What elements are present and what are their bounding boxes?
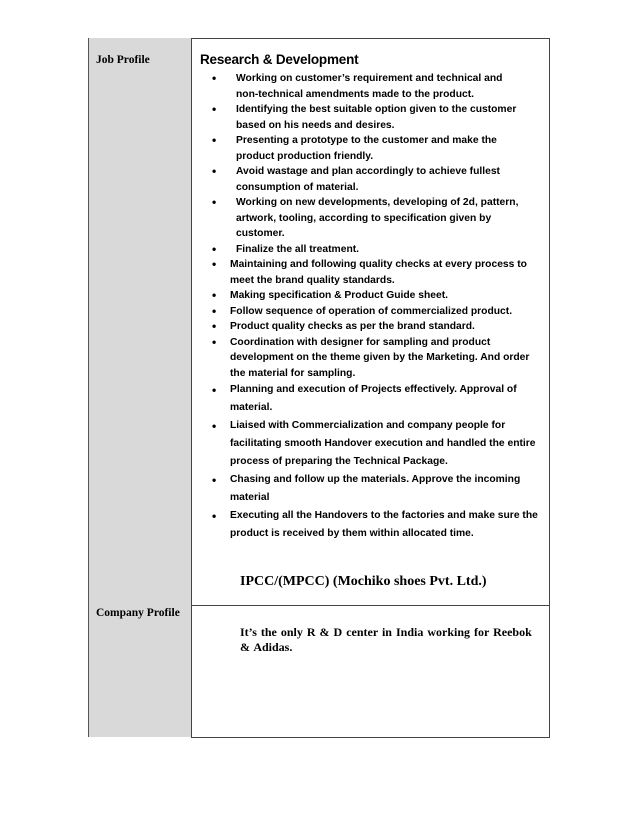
section-title: Research & Development <box>200 52 359 67</box>
job-profile-label: Job Profile <box>96 54 150 66</box>
list-item: • Maintaining and following quality checks at every process to meet the brand quality standards. <box>206 257 542 288</box>
list-item: • Making specification & Product Guide sheet. <box>206 288 546 304</box>
company-description: It’s the only R & D center in India working for Reebok & Adidas. <box>240 625 532 654</box>
list-item: • Identifying the best suitable option given to the customer based on his needs and desires. <box>206 102 526 133</box>
company-profile-label: Company Profile <box>96 607 180 619</box>
list-item: • Chasing and follow up the materials. Approve the incoming material <box>206 471 546 507</box>
list-item: • Liaised with Commercialization and company people for facilitating smooth Handover execution and handled the entire process of preparing the Technical Package. <box>206 417 540 471</box>
list-item: • Working on customer’s requirement and technical and non-technical amendments made to the product. <box>206 71 526 102</box>
label-column <box>88 38 192 737</box>
list-item: • Finalize the all treatment. <box>206 242 546 258</box>
responsibilities-list <box>206 71 546 543</box>
company-name: IPCC/(MPCC) (Mochiko shoes Pvt. Ltd.) <box>240 574 487 589</box>
list-item: • Product quality checks as per the brand standard. <box>206 319 546 335</box>
list-item: • Planning and execution of Projects effectively. Approval of material. <box>206 381 542 417</box>
list-item: • Executing all the Handovers to the factories and make sure the product is received by them within allocated time. <box>206 507 546 543</box>
list-item: • Follow sequence of operation of commercialized product. <box>206 304 546 320</box>
list-item: • Presenting a prototype to the customer and make the product production friendly. <box>206 133 526 164</box>
list-item: • Avoid wastage and plan accordingly to achieve fullest consumption of material. <box>206 164 526 195</box>
list-item: • Coordination with designer for sampling and product development on the theme given by the Marketing. And order the material for sampling. <box>206 335 530 382</box>
list-item: • Working on new developments, developing of 2d, pattern, artwork, tooling, according to specification given by customer. <box>206 195 541 242</box>
